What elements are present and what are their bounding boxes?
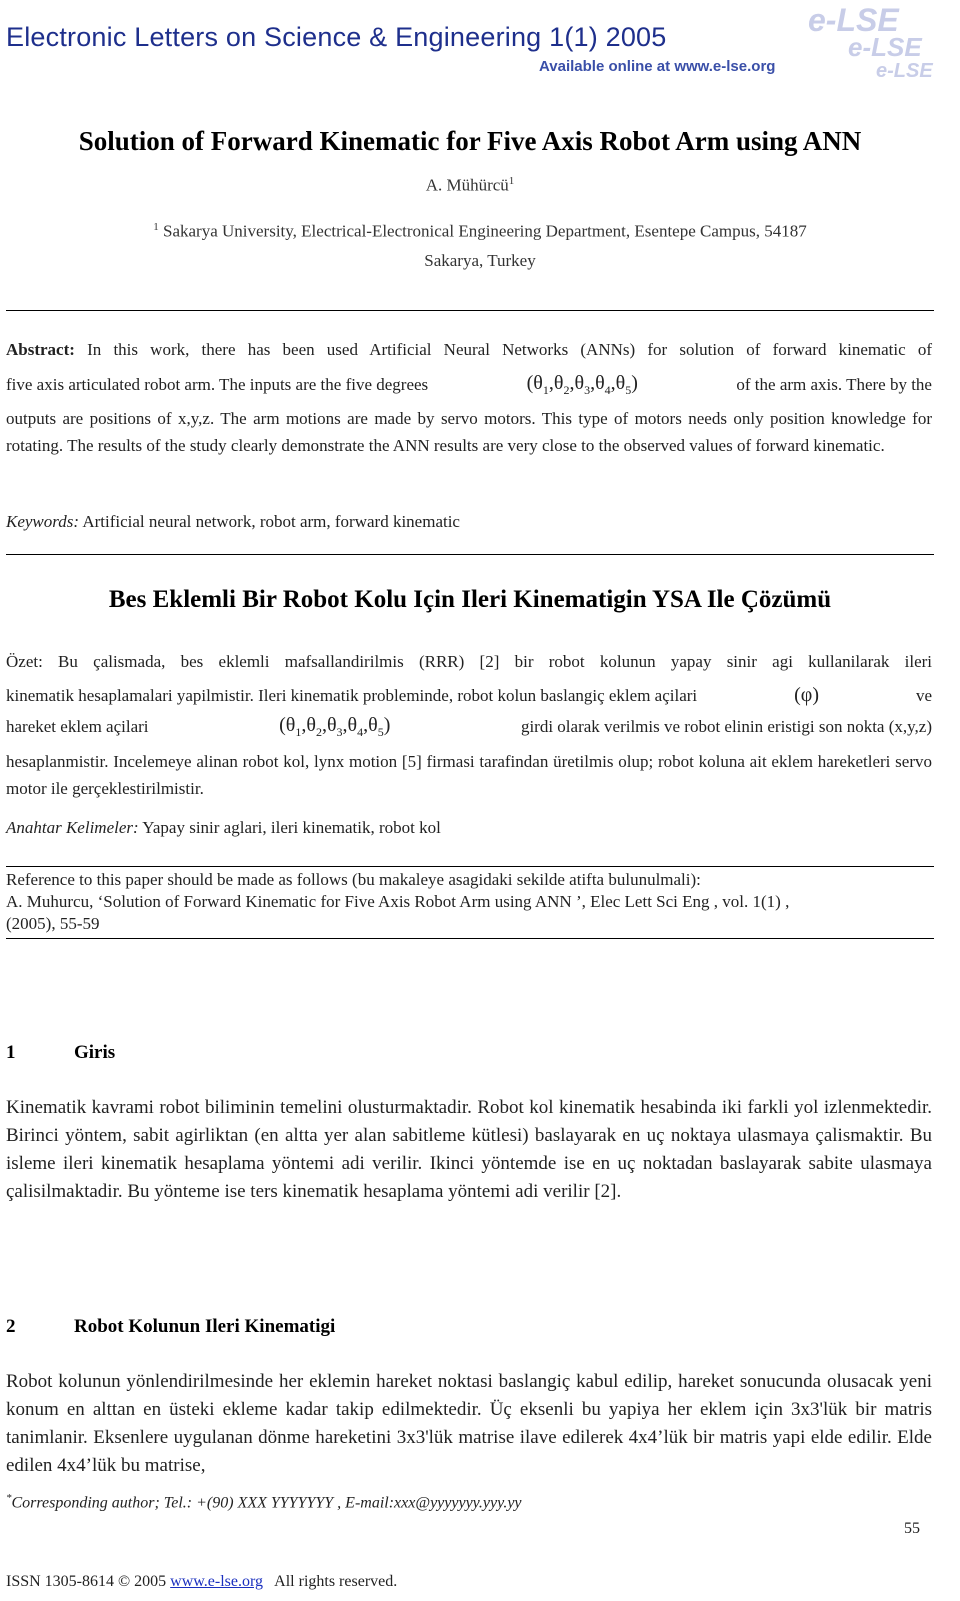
theta-vector-2 xyxy=(279,714,390,740)
sep2-4: , xyxy=(363,714,369,736)
ozet-line2 xyxy=(6,684,932,707)
paper-title: Solution of Forward Kinematic for Five Axis Robot Arm using ANN xyxy=(78,126,862,156)
reference-line2: A. Muhurcu, ‘Solution of Forward Kinematic for Five Axis Robot Arm using ANN ’, Elec Lett Sci Eng , vol. 1(1) , xyxy=(6,892,790,911)
section-1-heading xyxy=(6,1042,115,1064)
sub-3: 3 xyxy=(584,383,591,397)
ozet-line3 xyxy=(6,714,932,740)
sep-2: , xyxy=(569,372,575,394)
author-sup: 1 xyxy=(508,175,515,187)
divider-top xyxy=(6,310,934,311)
sub-2: 2 xyxy=(563,383,570,397)
ozet-text2b: ve xyxy=(915,685,932,705)
sub2-5: 5 xyxy=(377,725,384,739)
sep2-2: , xyxy=(321,714,327,736)
turkish-title: Bes Eklemli Bir Robot Kolu Için Ileri Kinematigin YSA Ile Çözümü xyxy=(108,586,832,613)
ozet-line1: Özet: Bu çalismada, bes eklemli mafsallandirilmis (RRR) [2] bir robot kolunun yapay sinir agi kullanilarak ileri xyxy=(6,652,932,671)
sub2-1: 1 xyxy=(295,725,302,739)
theta-1: θ xyxy=(533,372,543,394)
abstract-label: Abstract: xyxy=(6,340,75,359)
keywords-text: Artificial neural network, robot arm, forward kinematic xyxy=(79,512,460,531)
else-logo xyxy=(800,2,950,84)
abstract-text2a: five axis articulated robot arm. The inputs are the five degrees xyxy=(6,375,429,394)
sep-4: , xyxy=(610,372,616,394)
journal-header xyxy=(6,22,667,53)
sep2-3: , xyxy=(342,714,348,736)
anahtar-text: Yapay sinir aglari, ileri kinematik, robot kol xyxy=(138,818,441,837)
ozet-rest: hesaplanmistir. Incelemeye alinan robot kol, lynx motion [5] firmasi tarafindan üretilmis olup; robot koluna ait eklem hareketleri servo motor ile gerçeklestirilmistir. xyxy=(6,752,932,798)
divider-keywords xyxy=(6,554,934,555)
paren-open-2: ( xyxy=(279,714,286,736)
sub-1: 1 xyxy=(542,383,549,397)
theta2-3: θ xyxy=(326,714,337,736)
phi-symbol: (φ) xyxy=(794,684,819,706)
theta2-4: θ xyxy=(347,714,358,736)
issn-text: ISSN 1305-8614 © 2005 xyxy=(6,1573,171,1590)
author-line xyxy=(0,175,940,196)
logo-text-1: e-LSE xyxy=(808,2,899,38)
sub2-4: 4 xyxy=(357,725,364,739)
sub-5: 5 xyxy=(625,383,632,397)
ozet-text3a: hareket eklem açilari xyxy=(6,717,149,736)
available-online: Available online at www.e-lse.org xyxy=(539,58,776,75)
website-link[interactable]: www.e-lse.org xyxy=(170,1573,264,1590)
keywords xyxy=(6,512,932,532)
section-1-number: 1 xyxy=(6,1042,16,1063)
theta-2: θ xyxy=(553,372,564,394)
author-name: A. Mühürcü xyxy=(425,175,509,195)
sub-4: 4 xyxy=(604,383,611,397)
paren-close-2: ) xyxy=(383,714,391,736)
affiliation-line2: Sakarya, Turkey xyxy=(424,250,536,270)
anahtar-label: Anahtar Kelimeler: xyxy=(6,818,139,837)
rights-text: All rights reserved. xyxy=(263,1573,398,1590)
footnote-mark: * xyxy=(6,1492,12,1504)
section-1-body: Kinematik kavrami robot biliminin temelini olusturmaktadir. Robot kol kinematik hesabinda iki farkli yol izlenmektedir. Birinci yöntem, sabit agirliktan (en altta yer alan sabitleme kütlesi) baslayarak en uç noktaya ulasmaya çalismaktir. Bu isleme ileri kinematik hesaplama yöntemi adi verilir. Ikinci yöntemde ise en uç noktadan baslayarak sabite ulasmaya çalisilmaktadir. Bu yönteme ise ters kinematik hesaplama yöntemi adi verilir [2]. xyxy=(6,1097,932,1202)
footnote xyxy=(6,1492,522,1512)
abstract-rest: outputs are positions of x,y,z. The arm motions are made by servo motors. This type of motors needs only position knowledge for rotating. The results of the study clearly demonstrate the ANN results are very close to the observed values of forward kinematic. xyxy=(6,409,932,455)
paren-close: ) xyxy=(631,372,638,394)
theta-vector xyxy=(527,372,638,398)
sep2-1: , xyxy=(301,714,307,736)
theta2-1: θ xyxy=(285,714,296,736)
theta2-5: θ xyxy=(368,714,378,736)
section-2-title: Robot Kolunun Ileri Kinematigi xyxy=(74,1316,336,1337)
divider-bottom xyxy=(6,938,934,939)
theta-4: θ xyxy=(595,372,605,394)
theta2-2: θ xyxy=(306,714,316,736)
page-number: 55 xyxy=(904,1520,920,1537)
section-2-number: 2 xyxy=(6,1316,16,1337)
reference-line3: (2005), 55-59 xyxy=(6,914,100,933)
abstract-line1 xyxy=(6,340,932,360)
sub2-2: 2 xyxy=(315,725,322,739)
ozet-text3b: girdi olarak verilmis ve robot elinin eristigi son nokta (x,y,z) xyxy=(520,717,932,736)
sub2-3: 3 xyxy=(336,725,343,739)
issn-line xyxy=(6,1573,397,1591)
section-2-body: Robot kolunun yönlendirilmesinde her eklemin hareket noktasi baslangiç kabul edilip, hareket sonucunda olusacak yeni konum en alttan en üsteki ekleme kadar takip edilmektedir. Üç eksenli bu yapiya her eklem için 3x3'lük bir matris tanimlanir. Eksenlere uygulanan dönme hareketini 3x3'lük matrise ilave edilerek 4x4’lük bir matris yapi elde edilir. Elde edilen 4x4’lük bu matrise, xyxy=(6,1371,932,1476)
theta-3: θ xyxy=(574,372,585,394)
theta-5: θ xyxy=(615,372,626,394)
sep-1: , xyxy=(548,372,554,394)
abstract-line2 xyxy=(6,372,932,398)
abstract-text2b: of the arm axis. There by the xyxy=(736,375,932,394)
footnote-text: Corresponding author; Tel.: +(90) XXX YYYYYYY , E-mail:xxx@yyyyyyy.yyy.yy xyxy=(11,1494,522,1512)
affiliation-sup: 1 xyxy=(153,221,159,233)
journal-name: Electronic Letters on Science & Engineering xyxy=(6,22,542,52)
paren-open: ( xyxy=(526,372,534,394)
affiliation-line1: Sakarya University, Electrical-Electronical Engineering Department, Esentepe Campus, 54187 xyxy=(158,221,807,241)
logo-text-3: e-LSE xyxy=(876,60,933,82)
sep-3: , xyxy=(590,372,596,394)
reference-line1: Reference to this paper should be made as follows (bu makaleye asagidaki sekilde atifta bulunulmali): xyxy=(6,870,701,889)
divider-reference xyxy=(6,866,934,867)
section-1-title: Giris xyxy=(74,1042,116,1063)
section-2-heading xyxy=(6,1316,335,1338)
ozet-text2a: kinematik hesaplamalari yapilmistir. Ileri kinematik probleminde, robot kolun baslangiç eklem açilari xyxy=(6,685,698,705)
volume-issue: 1(1) 2005 xyxy=(549,22,667,52)
logo-text-2: e-LSE xyxy=(848,32,922,62)
abstract-text1: In this work, there has been used Artificial Neural Networks (ANNs) for solution of forward kinematic of xyxy=(74,340,932,359)
keywords-label: Keywords: xyxy=(6,512,80,531)
affiliation xyxy=(80,213,880,275)
turkish-keywords xyxy=(6,818,932,838)
